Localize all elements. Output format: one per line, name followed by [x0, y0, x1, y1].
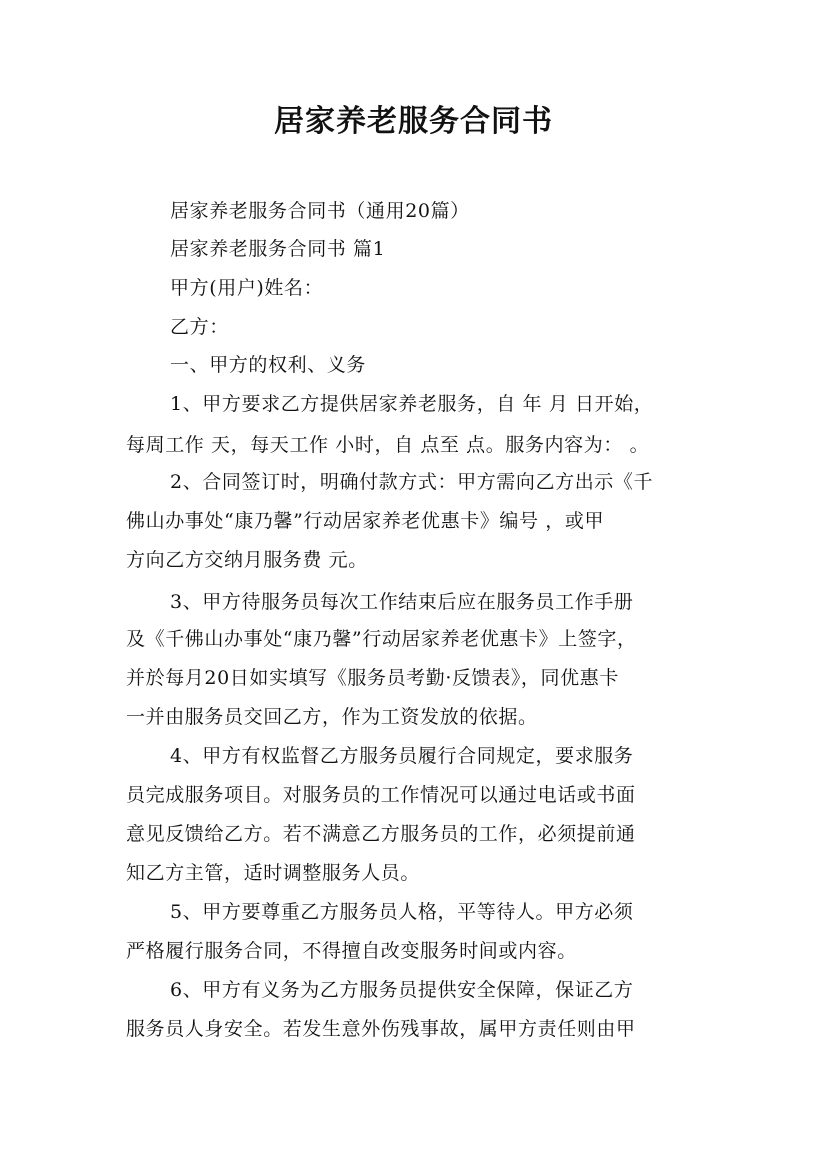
- text-line: 6、甲方有义务为乙方服务员提供安全保障，保证乙方: [170, 979, 634, 1001]
- text-line: 及《千佛山办事处“康乃馨”行动居家养老优惠卡》上签字，: [126, 628, 637, 650]
- text-line: 方向乙方交纳月服务费 元。: [126, 549, 368, 571]
- text-line: 3、甲方待服务员每次工作结束后应在服务员工作手册: [170, 591, 634, 613]
- document-title: 居家养老服务合同书: [274, 104, 553, 139]
- text-line: 并於每月20日如实填写《服务员考勤·反馈表》，同优惠卡: [126, 667, 619, 689]
- text-line: 一、甲方的权利、义务: [170, 354, 367, 376]
- text-line: 乙方：: [170, 316, 229, 338]
- text-line: 知乙方主管，适时调整服务人员。: [126, 862, 421, 884]
- text-line: 1、甲方要求乙方提供居家养老服务，自 年 月 日开始，: [170, 393, 654, 415]
- text-line: 严格履行服务合同，不得擅自改变服务时间或内容。: [126, 940, 577, 962]
- text-line: 服务员人身安全。若发生意外伤残事故，属甲方责任则由甲: [126, 1018, 636, 1040]
- text-line: 居家养老服务合同书 篇1: [170, 238, 386, 260]
- text-line: 5、甲方要尊重乙方服务员人格，平等待人。甲方必须: [170, 901, 634, 923]
- text-line: 2、合同签订时，明确付款方式：甲方需向乙方出示《千: [170, 471, 654, 493]
- text-line: 4、甲方有权监督乙方服务员履行合同规定，要求服务: [170, 745, 634, 767]
- text-line: 佛山办事处“康乃馨”行动居家养老优惠卡》编号 ，或甲: [126, 510, 605, 532]
- text-line: 每周工作 天，每天工作 小时，自 点至 点。服务内容为： 。: [126, 434, 650, 456]
- text-line: 员完成服务项目。对服务员的工作情况可以通过电话或书面: [126, 784, 636, 806]
- text-line: 居家养老服务合同书（通用20篇）: [170, 200, 470, 222]
- text-line: 意见反馈给乙方。若不满意乙方服务员的工作，必须提前通: [126, 823, 636, 845]
- text-line: 甲方(用户)姓名：: [170, 277, 324, 299]
- text-line: 一并由服务员交回乙方，作为工资发放的依据。: [126, 706, 538, 728]
